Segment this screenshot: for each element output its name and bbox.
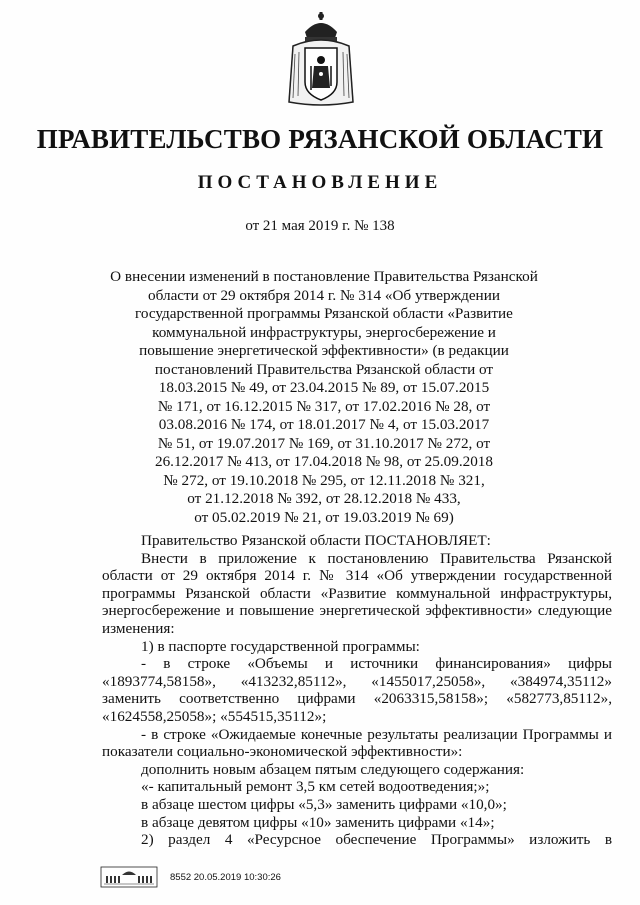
subject-line: 03.08.2016 № 174, от 18.01.2017 № 4, от 15.03.2017 xyxy=(158,416,490,433)
results-line: - в строке «Ожидаемые конечные результаты реализации Программы и xyxy=(141,725,612,743)
volumes-line: - в строке «Объемы и источники финансирования» цифры xyxy=(141,655,612,673)
subject-line: О внесении изменений в постановление Правительства Рязанской xyxy=(110,268,538,285)
subject-line: 26.12.2017 № 413, от 17.04.2018 № 98, от 25.09.2018 xyxy=(154,453,493,470)
intro-line: Внести в приложение к постановлению Правительства Рязанской xyxy=(141,549,612,567)
document-type: ПОСТАНОВЛЕНИЕ xyxy=(197,172,443,193)
subject-line: коммунальной инфраструктуры, энергосбережение и xyxy=(152,323,496,341)
subject-line: № 51, от 19.07.2017 № 169, от 31.10.2017 № 272, от xyxy=(157,434,491,452)
add-paragraph-line: дополнить новым абзацем пятым следующего содержания: xyxy=(141,760,525,778)
document-date-number: от 21 мая 2019 г. № 138 xyxy=(245,218,395,234)
item-1: 1) в паспорте государственной программы: xyxy=(141,637,420,655)
intro-line: программы Рязанской области «Развитие коммунальной инфраструктуры, xyxy=(102,584,612,602)
intro-line: изменения: xyxy=(102,619,175,637)
volumes-line: «1893774,58158», «413232,85112», «1455017,25058», «384974,35112» xyxy=(102,672,612,690)
volumes-line: заменить соответственно цифрами «2063315,58158»; «582773,85112», xyxy=(102,690,612,708)
footer-stamp xyxy=(100,866,440,888)
volumes-line: «1624558,25058»; «554515,35112»; xyxy=(102,707,327,725)
decree-line: Правительство Рязанской области ПОСТАНОВЛЯЕТ: xyxy=(141,532,491,549)
org-title: ПРАВИТЕЛЬСТВО РЯЗАНСКОЙ ОБЛАСТИ xyxy=(36,124,604,154)
item-2: 2) раздел 4 «Ресурсное обеспечение Программы» изложить в xyxy=(141,831,612,849)
intro-line: энергосбережение и повышение энергетической эффективности» следующие xyxy=(102,602,612,620)
subject-line: от 05.02.2019 № 21, от 19.03.2019 № 69) xyxy=(194,508,454,526)
subject-line: № 171, от 16.12.2015 № 317, от 17.02.2016 № 28, от xyxy=(157,397,491,415)
paragraph-6-line: в абзаце шестом цифры «5,3» заменить цифрами «10,0»; xyxy=(141,795,507,813)
registry-logo-icon xyxy=(100,866,158,888)
subject-line: № 272, от 19.10.2018 № 295, от 12.11.2018 № 321, xyxy=(163,471,485,489)
subject-line: 18.03.2015 № 49, от 23.04.2015 № 89, от 15.07.2015 xyxy=(158,379,490,396)
paragraph-9-line: в абзаце девятом цифры «10» заменить цифрами «14»; xyxy=(141,813,495,831)
subject-line: государственной программы Рязанской области «Развитие xyxy=(135,305,513,322)
document-body xyxy=(102,532,612,849)
document-subject xyxy=(110,268,538,527)
quote-line: «- капитальный ремонт 3,5 км сетей водоотведения;»; xyxy=(141,778,490,796)
subject-line: от 21.12.2018 № 392, от 28.12.2018 № 433, xyxy=(187,490,461,507)
results-line: показатели социально-экономической эффективности»: xyxy=(102,743,463,761)
subject-line: повышение энергетической эффективности» (в редакции xyxy=(139,342,509,359)
subject-line: области от 29 октября 2014 г. № 314 «Об утверждении xyxy=(148,286,500,304)
coat-of-arms-emblem xyxy=(281,10,361,110)
intro-line: области от 29 октября 2014 г. № 314 «Об утверждении государственной xyxy=(102,567,612,585)
registration-stamp: 8552 20.05.2019 10:30:26 xyxy=(170,871,281,883)
subject-line: постановлений Правительства Рязанской области от xyxy=(154,360,494,378)
